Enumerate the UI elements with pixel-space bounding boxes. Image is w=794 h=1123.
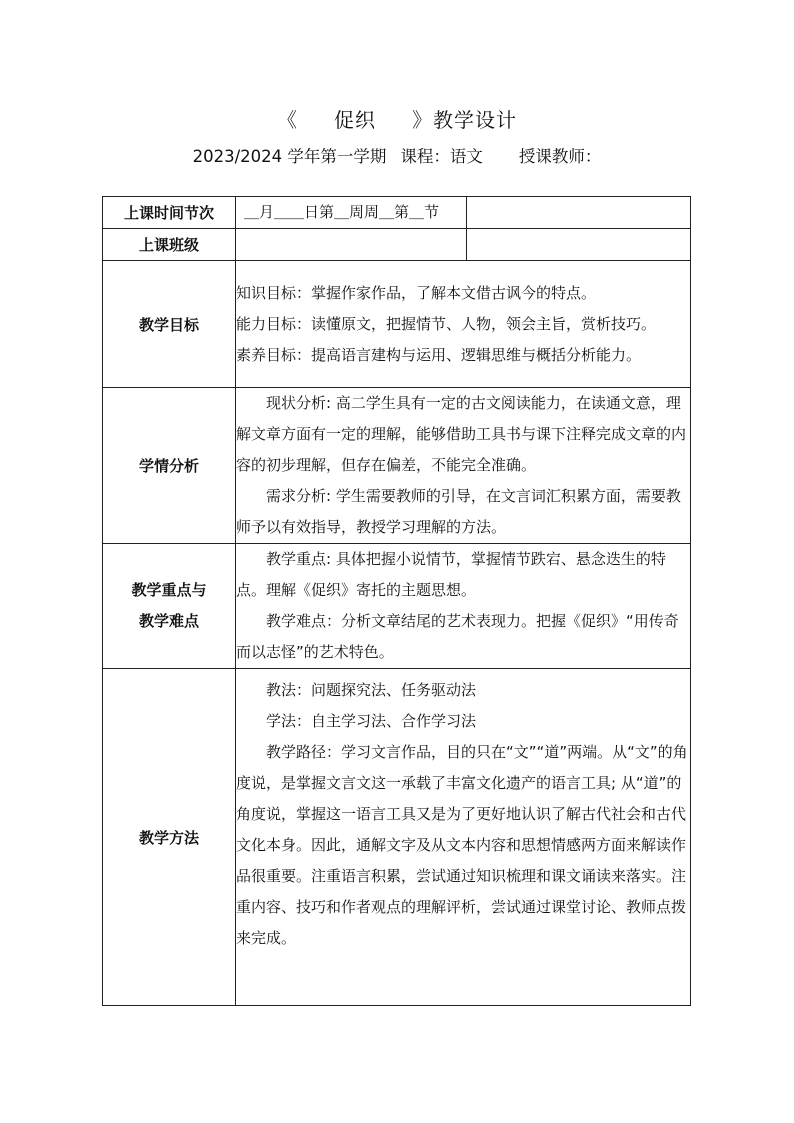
label-key-points-line2: 教学难点	[138, 612, 199, 630]
row-class-group	[103, 229, 691, 261]
subtitle-course: 课程：语文	[400, 147, 483, 166]
goal-knowledge: 知识目标：掌握作家作品，了解本文借古讽今的特点。	[236, 283, 597, 302]
document-subtitle	[0, 143, 794, 167]
row-class-time	[103, 197, 691, 229]
goal-ability: 能力目标：读懂原文，把握情节、人物，领会主旨，赏析技巧。	[236, 314, 657, 333]
value-teaching-methods	[236, 669, 691, 1006]
row-teaching-goals	[103, 261, 691, 388]
value-class-time: ＿月＿＿日第＿周周＿第＿节	[236, 197, 467, 229]
lesson-plan-table	[102, 196, 691, 1006]
difficult-point: 教学难点：分析文章结尾的艺术表现力。把握《促织》“用传奇而以志怪”的艺术特色。	[236, 612, 679, 661]
label-class-time: 上课时间节次	[103, 197, 236, 229]
method-learning: 学法：自主学习法、合作学习法	[266, 712, 477, 730]
document-title	[0, 104, 794, 133]
value-key-points	[236, 544, 691, 669]
label-key-points	[103, 544, 236, 669]
value-learner-analysis	[236, 388, 691, 544]
value-teaching-goals	[236, 261, 691, 388]
subtitle-teacher: 授课教师：	[518, 147, 602, 166]
row-learner-analysis	[103, 388, 691, 544]
row-key-points	[103, 544, 691, 669]
title-lesson-name: 促织	[334, 108, 376, 132]
analysis-needs: 需求分析: 学生需要教师的引导，在文言词汇积累方面，需要教师予以有效指导，教授学习理解的方法。	[236, 487, 681, 536]
value-class-time-extra	[467, 197, 691, 229]
subtitle-term: 2023/2024 学年第一学期	[192, 147, 387, 166]
title-close: 》教学设计	[412, 108, 517, 132]
method-teaching: 教法：问题探究法、任务驱动法	[266, 681, 477, 699]
key-point: 教学重点: 具体把握小说情节，掌握情节跌宕、悬念迭生的特点。理解《促织》寄托的主题思想。	[236, 550, 666, 599]
goal-literacy: 素养目标：提高语言建构与运用、逻辑思维与概括分析能力。	[236, 345, 642, 364]
label-teaching-methods: 教学方法	[103, 669, 236, 1006]
value-class-group-extra	[467, 229, 691, 261]
label-teaching-goals: 教学目标	[103, 261, 236, 388]
label-learner-analysis: 学情分析	[103, 388, 236, 544]
label-class-group: 上课班级	[103, 229, 236, 261]
label-key-points-line1: 教学重点与	[131, 581, 207, 599]
method-path: 教学路径：学习文言作品，目的只在“文”“道”两端。从“文”的角度说，是掌握文言文这一承载了丰富文化遗产的语言工具; 从“道”的角度说，掌握这一语言工具又是为了更好地认识了解古代社会和古代文化本身。因此，通解文字及从文本内容和思想情感两方面来解读作品很重要。注重语言积累，尝试通过知识梳理和课文诵读来落实。注重内容、技巧和作者观点的理解评析，尝试通过课堂讨论、教师点拨来完成。	[236, 743, 688, 947]
value-class-group	[236, 229, 467, 261]
analysis-current: 现状分析: 高二学生具有一定的古文阅读能力，在读通文意，理解文章方面有一定的理解，能够借助工具书与课下注释完成文章的内容的初步理解，但存在偏差，不能完全准确。	[236, 394, 687, 474]
title-open-bracket: 《	[277, 108, 298, 132]
row-teaching-methods	[103, 669, 691, 1006]
